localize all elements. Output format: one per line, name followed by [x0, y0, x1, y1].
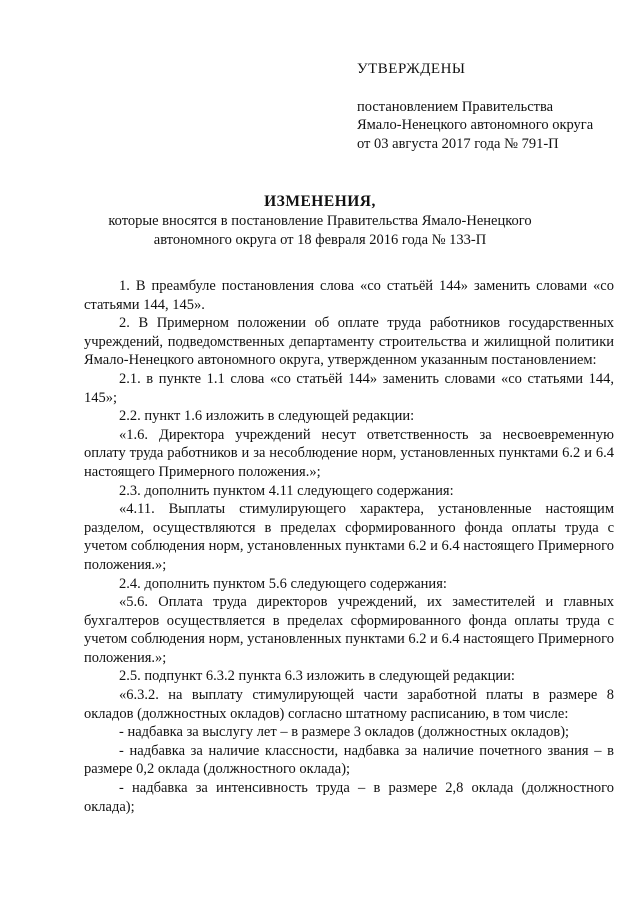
paragraph-bullet-2: - надбавка за наличие классности, надбавка за наличие почетного звания – в размере 0,2 оклада (должностного оклада); [84, 742, 614, 778]
paragraph-2-2: 2.2. пункт 1.6 изложить в следующей редакции: [119, 408, 415, 425]
document-title: ИЗМЕНЕНИЯ, [264, 193, 376, 210]
subtitle-line-2: автономного округа от 18 февраля 2016 года № 133-П [153, 231, 487, 248]
paragraph-2-1: 2.1. в пункте 1.1 слова «со статьёй 144» заменить словами «со статьями 144, 145»; [84, 370, 614, 406]
paragraph-2-3: 2.3. дополнить пунктом 4.11 следующего содержания: [119, 482, 454, 499]
subtitle-line-1: которые вносятся в постановление Правительства Ямало-Ненецкого [108, 213, 532, 229]
approval-line-3: от 03 августа 2017 года № 791-П [357, 135, 559, 152]
approved-heading: УТВЕРЖДЕНЫ [357, 61, 466, 77]
document-subtitle [0, 212, 640, 249]
approval-line-1: постановлением Правительства [357, 98, 554, 115]
paragraph-bullet-1: - надбавка за выслугу лет – в размере 3 окладов (должностных окладов); [119, 724, 570, 741]
paragraph-2: 2. В Примерном положении об оплате труда работников государственных учреждений, подведомственных департаменту строительства и жилищной политики Ямало-Ненецкого автономного округа, утвержденном указанным постановлением: [84, 315, 614, 369]
paragraph-2-4: 2.4. дополнить пунктом 5.6 следующего содержания: [119, 575, 447, 592]
paragraph-1: 1. В преамбуле постановления слова «со статьёй 144» заменить словами «со статьями 144, 145». [84, 278, 614, 313]
paragraph-5-6-text: «5.6. Оплата труда директоров учреждений, их заместителей и главных бухгалтеров осуществляется в пределах сформированного фонда оплаты труда с учетом соблюдения норм, установленных пунктами 6.2 и 6.4 настоящего Примерного положения.»; [84, 594, 614, 666]
paragraph-1-6-text: «1.6. Директора учреждений несут ответственность за несвоевременную оплату труда работников и за несоблюдение норм, установленных пунктами 6.2 и 6.4 настоящего Примерного положения.»; [84, 426, 614, 480]
paragraph-6-3-2-text: «6.3.2. на выплату стимулирующей части заработной платы в размере 8 окладов (должностных окладов) согласно штатному расписанию, в том числе: [84, 687, 614, 722]
approval-line-2: Ямало-Ненецкого автономного округа [357, 117, 594, 133]
approval-block [357, 60, 617, 153]
paragraph-2-5: 2.5. подпункт 6.3.2 пункта 6.3 изложить в следующей редакции: [119, 668, 515, 685]
document-body [84, 277, 614, 816]
paragraph-4-11-text: «4.11. Выплаты стимулирующего характера, установленные настоящим разделом, осуществляются в пределах сформированного фонда оплаты труда с учетом соблюдения норм, установленных пунктами 6.2 и 6.4 настоящего Примерного положения.»; [84, 501, 614, 573]
paragraph-bullet-3: - надбавка за интенсивность труда – в размере 2,8 оклада (должностного оклада); [84, 780, 614, 815]
